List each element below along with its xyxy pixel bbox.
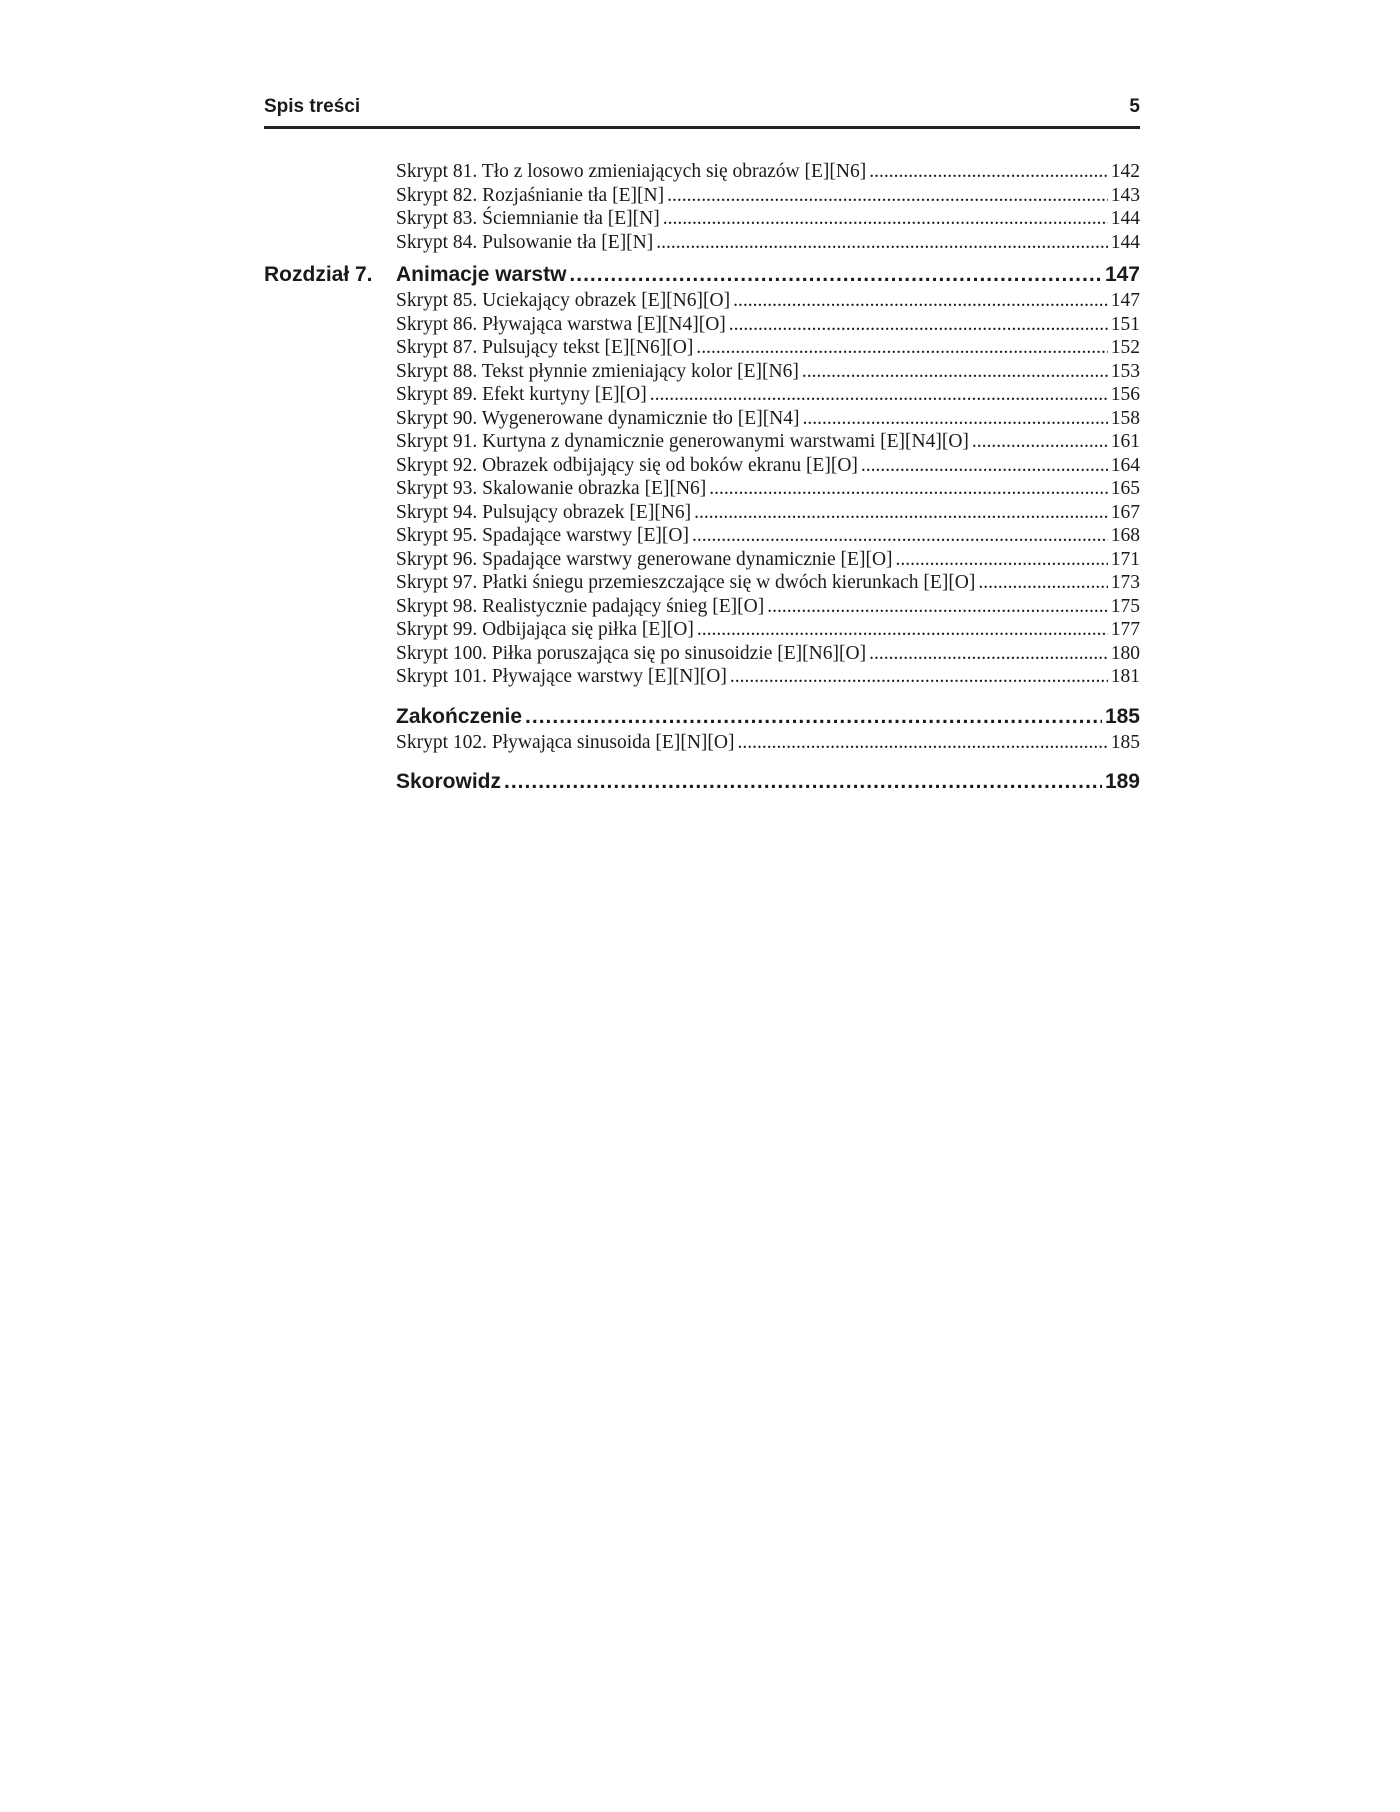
toc-entry-label: Skrypt 85. Uciekający obrazek [E][N6][O]: [396, 290, 731, 311]
toc-entry-page: 171: [1110, 548, 1140, 570]
dot-leader: [692, 524, 1108, 548]
toc-entry-page: 165: [1110, 478, 1140, 499]
toc-entry[interactable]: [264, 665, 1140, 689]
dot-leader: [709, 477, 1107, 501]
dot-leader: [733, 289, 1108, 313]
toc-entry-label: Skrypt 101. Pływające warstwy [E][N][O]: [396, 666, 727, 687]
dot-leader: [650, 383, 1108, 407]
page-header: [264, 96, 1140, 129]
chapter-number: Rozdział 7.: [264, 263, 373, 286]
section-heading-conclusion[interactable]: [264, 703, 1140, 731]
toc-entry-label: Skrypt 89. Efekt kurtyny [E][O]: [396, 384, 647, 405]
dot-leader: [869, 642, 1108, 666]
toc-entry[interactable]: [264, 160, 1140, 184]
toc-entry-page: 181: [1110, 666, 1140, 687]
toc-entry-page: 144: [1110, 231, 1140, 253]
dot-leader: [525, 703, 1102, 731]
dot-leader: [696, 336, 1107, 360]
toc-entry-label: Skrypt 97. Płatki śniegu przemieszczające się w dwóch kierunkach [E][O]: [396, 572, 976, 593]
dot-leader: [803, 407, 1108, 431]
toc-entry-page: 153: [1110, 360, 1140, 382]
toc-entry-label: Skrypt 81. Tło z losowo zmieniających się obrazów [E][N6]: [396, 161, 867, 182]
dot-leader: [569, 261, 1102, 289]
dot-leader: [861, 454, 1108, 478]
toc-entry-page: 161: [1110, 431, 1140, 452]
chapter-title: Animacje warstw: [396, 263, 567, 286]
toc-entry[interactable]: [264, 548, 1140, 572]
toc-entry[interactable]: [264, 313, 1140, 337]
toc-entry-page: 147: [1110, 290, 1140, 311]
section-heading-index[interactable]: [264, 768, 1140, 796]
toc-entry-page: 173: [1110, 572, 1140, 593]
toc-entry[interactable]: [264, 289, 1140, 313]
toc-entry-label: Skrypt 99. Odbijająca się piłka [E][O]: [396, 619, 694, 640]
toc-entry-page: 175: [1110, 595, 1140, 617]
toc-entry-page: 177: [1110, 619, 1140, 640]
toc-entry-label: Skrypt 102. Pływająca sinusoida [E][N][O]: [396, 731, 735, 753]
dot-leader: [697, 618, 1108, 642]
toc-entry-page: 168: [1110, 525, 1140, 546]
toc-entry[interactable]: [264, 430, 1140, 454]
section-page: 185: [1104, 704, 1140, 728]
dot-leader: [667, 184, 1108, 208]
dot-leader: [896, 548, 1108, 572]
toc-entry-label: Skrypt 94. Pulsujący obrazek [E][N6]: [396, 501, 692, 523]
toc-entry-label: Skrypt 90. Wygenerowane dynamicznie tło [E][N4]: [396, 407, 800, 429]
dot-leader: [869, 160, 1108, 184]
toc-entry-page: 180: [1110, 642, 1140, 664]
toc-entry-label: Skrypt 82. Rozjaśnianie tła [E][N]: [396, 184, 665, 206]
dot-leader: [663, 207, 1108, 231]
dot-leader: [730, 665, 1108, 689]
table-of-contents: [264, 160, 1140, 796]
toc-entry-label: Skrypt 83. Ściemnianie tła [E][N]: [396, 208, 660, 229]
toc-entry-page: 185: [1110, 731, 1140, 753]
section-title: Skorowidz: [396, 770, 502, 793]
toc-entry-label: Skrypt 88. Tekst płynnie zmieniający kolor [E][N6]: [396, 360, 799, 382]
dot-leader: [656, 231, 1107, 255]
toc-entry[interactable]: [264, 595, 1140, 619]
dot-leader: [694, 501, 1108, 525]
toc-entry[interactable]: [264, 477, 1140, 501]
section-title: Zakończenie: [396, 704, 523, 728]
toc-entry-label: Skrypt 98. Realistycznie padający śnieg [E][O]: [396, 595, 765, 617]
dot-leader: [504, 768, 1102, 796]
toc-entry-label: Skrypt 100. Piłka poruszająca się po sinusoidzie [E][N6][O]: [396, 642, 867, 664]
dot-leader: [978, 571, 1107, 595]
toc-entry-page: 143: [1110, 184, 1140, 206]
toc-entry[interactable]: [264, 207, 1140, 231]
toc-entry[interactable]: [264, 642, 1140, 666]
toc-entry-page: 142: [1110, 161, 1140, 182]
toc-entry-label: Skrypt 87. Pulsujący tekst [E][N6][O]: [396, 337, 694, 358]
dot-leader: [972, 430, 1108, 454]
chapter-heading[interactable]: [264, 261, 1140, 289]
toc-entry[interactable]: [264, 184, 1140, 208]
toc-entry-page: 156: [1110, 384, 1140, 405]
toc-entry[interactable]: [264, 407, 1140, 431]
dot-leader: [737, 731, 1107, 755]
chapter-page: 147: [1104, 263, 1140, 286]
toc-entry[interactable]: [264, 524, 1140, 548]
dot-leader: [767, 595, 1108, 619]
toc-entry-label: Skrypt 91. Kurtyna z dynamicznie generowanymi warstwami [E][N4][O]: [396, 431, 969, 452]
section-page: 189: [1104, 770, 1140, 793]
toc-entry[interactable]: [264, 501, 1140, 525]
toc-entry[interactable]: [264, 571, 1140, 595]
toc-entry[interactable]: [264, 383, 1140, 407]
dot-leader: [729, 313, 1108, 337]
toc-entry-page: 152: [1110, 337, 1140, 358]
toc-entry[interactable]: [264, 618, 1140, 642]
toc-entry[interactable]: [264, 731, 1140, 755]
toc-entry-page: 167: [1110, 501, 1140, 523]
toc-entry-label: Skrypt 86. Pływająca warstwa [E][N4][O]: [396, 313, 726, 335]
page-number: 5: [1129, 96, 1140, 117]
running-title: Spis treści: [264, 96, 361, 117]
dot-leader: [802, 360, 1108, 384]
toc-entry[interactable]: [264, 231, 1140, 255]
toc-entry[interactable]: [264, 336, 1140, 360]
toc-entry-page: 144: [1110, 208, 1140, 229]
toc-entry-label: Skrypt 96. Spadające warstwy generowane dynamicznie [E][O]: [396, 548, 893, 570]
toc-entry-label: Skrypt 84. Pulsowanie tła [E][N]: [396, 231, 654, 253]
toc-entry[interactable]: [264, 360, 1140, 384]
toc-entry-page: 151: [1110, 313, 1140, 335]
toc-entry-label: Skrypt 93. Skalowanie obrazka [E][N6]: [396, 478, 707, 499]
toc-entry-page: 158: [1110, 407, 1140, 429]
toc-entry-label: Skrypt 92. Obrazek odbijający się od boków ekranu [E][O]: [396, 454, 858, 476]
toc-entry-page: 164: [1110, 454, 1140, 476]
toc-entry-label: Skrypt 95. Spadające warstwy [E][O]: [396, 525, 689, 546]
toc-entry[interactable]: [264, 454, 1140, 478]
